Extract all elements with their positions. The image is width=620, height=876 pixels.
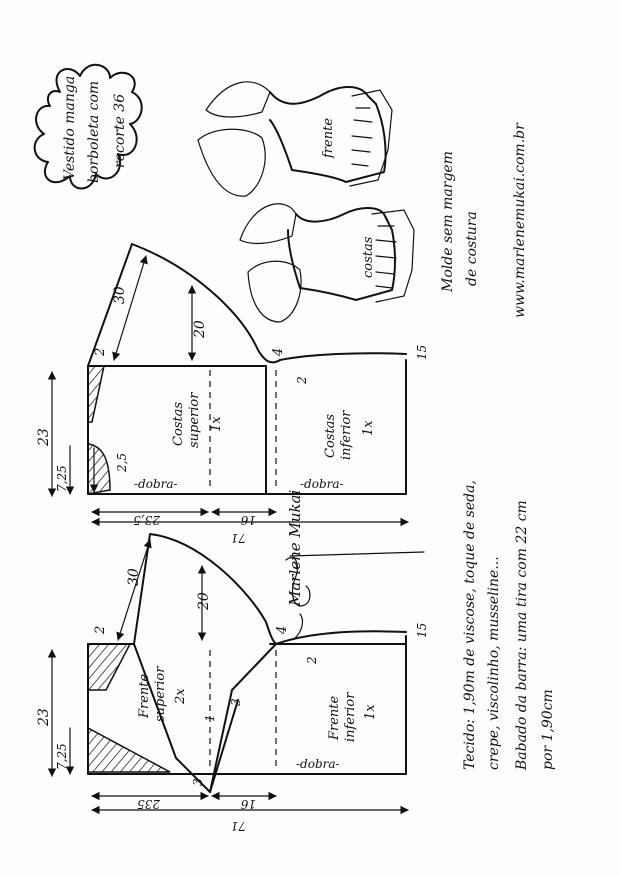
back-fold-label-2: -dobra- — [300, 477, 344, 491]
signature — [286, 489, 424, 640]
fabric-line-3: Babado da barra: uma tira com 22 cm — [514, 500, 530, 770]
front-dim-20: 20 — [196, 592, 212, 610]
website-url: www.marlenemukai.com.br — [512, 123, 528, 318]
back-dim-20: 20 — [192, 320, 208, 338]
front-dim-30: 30 — [126, 568, 142, 586]
title-cloud — [35, 65, 142, 189]
front-lower-label-3: 1x — [363, 704, 378, 720]
front-dim-23: 23 — [36, 708, 52, 726]
signature-text: Marlene Mukai — [286, 489, 304, 606]
front-dim-15: 15 — [415, 622, 429, 638]
back-upper-label-1: Costas — [171, 401, 186, 446]
back-lower-label-3: 1x — [361, 420, 376, 436]
front-upper-label-3: 2x — [173, 688, 188, 704]
back-dim-25: 2,5 — [115, 452, 129, 472]
back-dim-30: 30 — [112, 286, 128, 304]
front-dim-4: 4 — [275, 625, 290, 634]
front-dim-71: 71 — [230, 819, 246, 833]
front-upper-label-1: Frente — [137, 673, 152, 718]
front-dim-235: 235 — [137, 797, 160, 811]
sketch-front-label: frente — [321, 117, 336, 158]
back-lower-label-2: inferior — [339, 410, 354, 460]
front-dim-2: 2 — [93, 625, 108, 634]
fabric-line-4: por 1,90cm — [540, 689, 556, 770]
title-line-2: borboleta com — [86, 80, 102, 183]
fabric-line-1: Tecido: 1,90m de viscose, toque de seda, — [462, 480, 478, 770]
front-dim-2b: 2 — [305, 656, 319, 664]
title-line-1: Vestido manga — [62, 75, 78, 180]
back-dim-15: 15 — [415, 344, 429, 360]
front-dim-725: 7,25 — [55, 743, 69, 770]
back-dim-4: 4 — [271, 347, 286, 356]
front-pattern — [36, 534, 429, 833]
front-upper-label-2: superior — [153, 666, 168, 722]
front-lower-label-2: inferior — [343, 692, 358, 742]
back-pattern — [36, 244, 429, 545]
back-dim-725: 7,25 — [55, 465, 69, 492]
back-upper-label-3: 1x — [209, 416, 224, 432]
front-dim-3b: 3 — [191, 778, 205, 786]
sketch-back-label: costas — [361, 236, 376, 278]
fabric-line-2: crepe, viscolinho, musseline... — [486, 556, 502, 770]
front-dim-16: 16 — [240, 797, 256, 811]
back-fold-label-1: -dobra- — [134, 477, 178, 491]
back-dim-2b: 2 — [295, 376, 309, 384]
title-line-3: recorte 36 — [112, 93, 128, 168]
note-line-1: Molde sem margem — [440, 151, 456, 292]
front-fold-label: -dobra- — [296, 757, 340, 771]
dress-sketch-back — [240, 204, 414, 322]
front-dim-1: 1 — [203, 714, 217, 722]
back-dim-71: 71 — [230, 531, 246, 545]
dress-sketch-front — [198, 82, 392, 196]
front-dim-3a: 3 — [229, 698, 243, 706]
front-lower-label-1: Frente — [327, 695, 342, 740]
back-dim-235: 23,5 — [133, 513, 160, 527]
back-dim-23: 23 — [36, 428, 52, 446]
back-upper-label-2: superior — [187, 392, 202, 448]
back-lower-label-1: Costas — [323, 413, 338, 458]
note-line-2: de costura — [464, 211, 480, 286]
back-dim-2: 2 — [93, 347, 108, 356]
back-dim-16: 16 — [240, 513, 256, 527]
